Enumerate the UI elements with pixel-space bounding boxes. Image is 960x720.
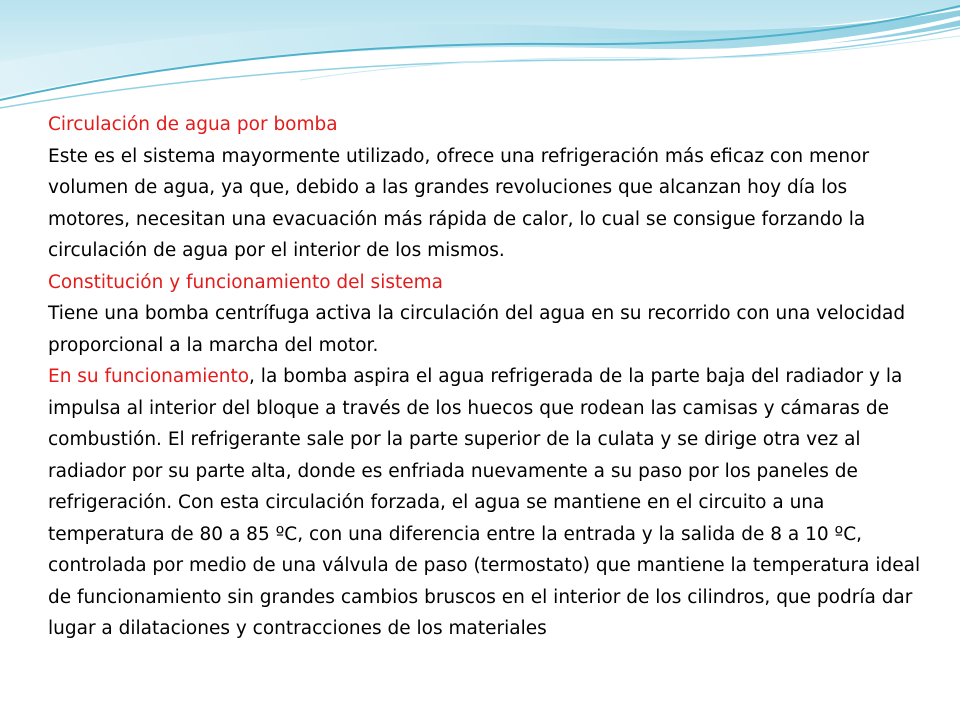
paragraph-sistema: Este es el sistema mayormente utilizado, ofrece una refrigeración más eficaz con menor volumen de agua, ya que, debido a las grandes revoluciones que alcanzan hoy día los motores, necesitan una evacuación más rápida de calor, lo cual se consigue forzando la circulación de agua por el interior de los mismos.	[48, 145, 870, 261]
heading-constitucion: Constitución y funcionamiento del sistema	[48, 271, 443, 293]
wave-header-decoration	[0, 0, 960, 115]
heading-circulacion: Circulación de agua por bomba	[48, 114, 338, 135]
funcionamiento-lead: En su funcionamiento	[48, 366, 250, 387]
paragraph-funcionamiento	[48, 361, 928, 645]
slide-body	[48, 109, 928, 645]
paragraph-bomba: Tiene una bomba centrífuga activa la circulación del agua en su recorrido con una velocidad proporcional a la marcha del motor.	[48, 303, 906, 356]
funcionamiento-text: , la bomba aspira el agua refrigerada de la parte baja del radiador y la impulsa al interior del bloque a través de los huecos que rodean las camisas y cámaras de combustión. El refrigerante sale por la parte superior de la culata y se dirige otra vez al radiador por su parte alta, donde es enfriada nuevamente a su paso por los paneles de refrigeración. Con esta circulación forzada, el agua se mantiene en el circuito a una temperatura de 80 a 85 ºC, con una diferencia entre la entrada y la salida de 8 a 10 ºC, controlada por medio de una válvula de paso (termostato) que mantiene la temperatura ideal de funcionamiento sin grandes cambios bruscos en el interior de los cilindros, que podría dar lugar a dilataciones y contracciones de los materiales	[48, 366, 921, 639]
